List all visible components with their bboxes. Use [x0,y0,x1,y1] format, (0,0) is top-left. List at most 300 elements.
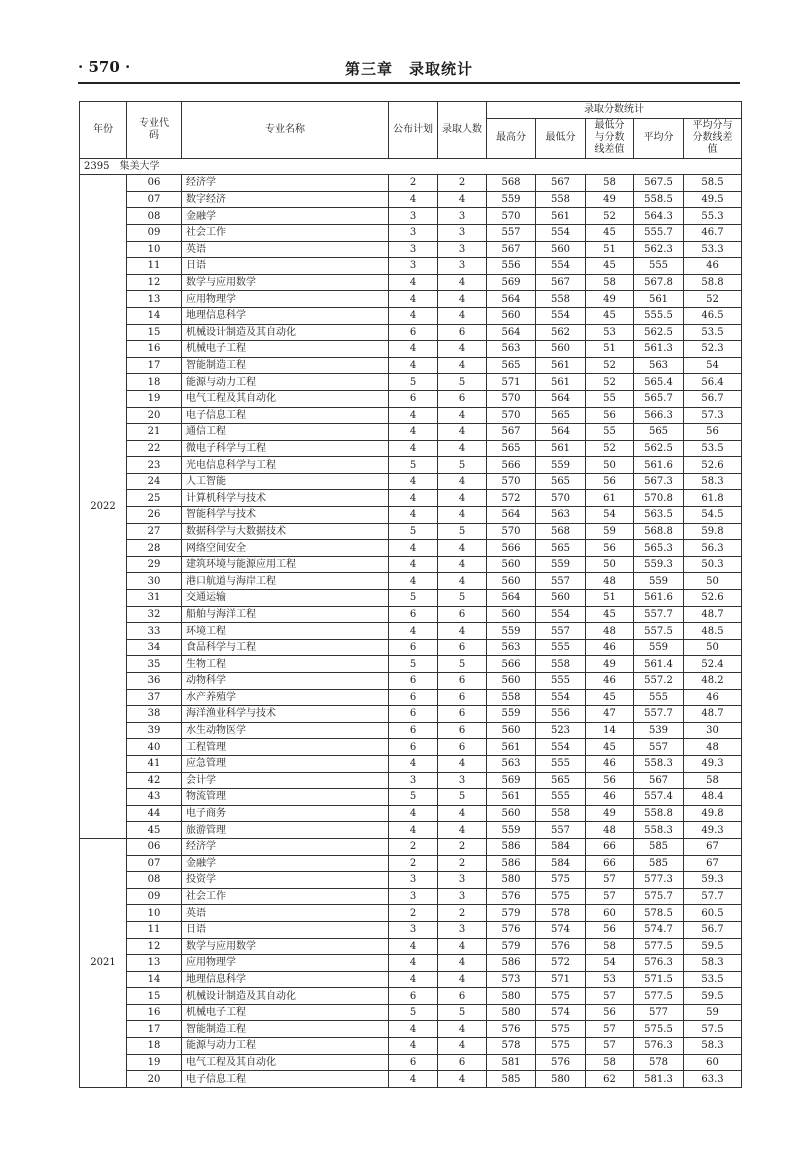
min-diff-cell: 45 [586,689,634,706]
avg-score-cell: 559.3 [634,556,684,573]
min-score-cell: 554 [536,689,586,706]
major-code-cell: 32 [127,606,182,623]
major-name-cell: 数字经济 [182,191,389,208]
avg-diff-cell: 58 [684,772,742,789]
table-row [80,656,742,673]
avg-diff-cell: 50.3 [684,556,742,573]
plan-cell: 5 [389,374,438,391]
major-name-cell: 电气工程及其自动化 [182,390,389,407]
admitted-cell: 4 [438,540,487,557]
min-diff-cell: 49 [586,191,634,208]
max-score-cell: 579 [487,905,536,922]
admitted-cell: 3 [438,258,487,275]
table-row [80,241,742,258]
table-row [80,1038,742,1055]
max-score-cell: 586 [487,838,536,855]
min-score-cell: 558 [536,805,586,822]
avg-diff-cell: 54.5 [684,507,742,524]
min-score-cell: 565 [536,407,586,424]
table-row [80,706,742,723]
major-name-cell: 电子信息工程 [182,1071,389,1088]
plan-cell: 5 [389,523,438,540]
major-name-cell: 英语 [182,905,389,922]
major-code-cell: 09 [127,224,182,241]
major-name-cell: 海洋渔业科学与技术 [182,706,389,723]
avg-diff-cell: 58.3 [684,473,742,490]
major-code-cell: 15 [127,988,182,1005]
major-code-cell: 28 [127,540,182,557]
min-score-cell: 523 [536,722,586,739]
min-diff-cell: 54 [586,507,634,524]
min-score-cell: 575 [536,888,586,905]
header-min-diff: 最低分与分数线差值 [586,118,634,158]
avg-score-cell: 565.3 [634,540,684,557]
min-score-cell: 580 [536,1071,586,1088]
max-score-cell: 564 [487,291,536,308]
year-cell: 2022 [80,175,127,839]
min-diff-cell: 55 [586,390,634,407]
major-code-cell: 44 [127,805,182,822]
min-score-cell: 560 [536,590,586,607]
avg-score-cell: 570.8 [634,490,684,507]
min-diff-cell: 46 [586,789,634,806]
avg-diff-cell: 48.7 [684,606,742,623]
major-code-cell: 30 [127,573,182,590]
plan-cell: 4 [389,573,438,590]
avg-diff-cell: 67 [684,855,742,872]
table-row [80,175,742,192]
admitted-cell: 5 [438,457,487,474]
plan-cell: 4 [389,556,438,573]
table-row [80,490,742,507]
plan-cell: 3 [389,921,438,938]
admitted-cell: 2 [438,838,487,855]
avg-diff-cell: 58.3 [684,1038,742,1055]
min-diff-cell: 66 [586,855,634,872]
min-diff-cell: 51 [586,590,634,607]
major-name-cell: 电气工程及其自动化 [182,1054,389,1071]
plan-cell: 6 [389,689,438,706]
avg-score-cell: 577.3 [634,872,684,889]
avg-score-cell: 577.5 [634,988,684,1005]
avg-diff-cell: 56 [684,424,742,441]
min-score-cell: 567 [536,274,586,291]
max-score-cell: 586 [487,855,536,872]
table-row [80,507,742,524]
admitted-cell: 6 [438,689,487,706]
admitted-cell: 4 [438,623,487,640]
avg-score-cell: 561.6 [634,590,684,607]
min-diff-cell: 58 [586,1054,634,1071]
admitted-cell: 5 [438,789,487,806]
major-name-cell: 人工智能 [182,473,389,490]
plan-cell: 6 [389,390,438,407]
plan-cell: 6 [389,706,438,723]
table-row [80,673,742,690]
avg-diff-cell: 50 [684,639,742,656]
plan-cell: 6 [389,739,438,756]
max-score-cell: 564 [487,507,536,524]
min-score-cell: 555 [536,639,586,656]
min-diff-cell: 53 [586,324,634,341]
major-name-cell: 旅游管理 [182,822,389,839]
admitted-cell: 4 [438,805,487,822]
major-code-cell: 06 [127,838,182,855]
admitted-cell: 5 [438,523,487,540]
table-row [80,955,742,972]
min-diff-cell: 47 [586,706,634,723]
major-code-cell: 11 [127,921,182,938]
table-row [80,457,742,474]
min-diff-cell: 57 [586,988,634,1005]
major-code-cell: 13 [127,291,182,308]
table-row [80,872,742,889]
min-score-cell: 564 [536,390,586,407]
major-code-cell: 25 [127,490,182,507]
min-score-cell: 554 [536,224,586,241]
min-diff-cell: 58 [586,175,634,192]
min-diff-cell: 49 [586,805,634,822]
major-name-cell: 数学与应用数学 [182,938,389,955]
major-name-cell: 动物科学 [182,673,389,690]
avg-diff-cell: 54 [684,357,742,374]
plan-cell: 6 [389,639,438,656]
admitted-cell: 6 [438,390,487,407]
plan-cell: 4 [389,490,438,507]
table-row [80,1071,742,1088]
plan-cell: 5 [389,789,438,806]
table-row [80,722,742,739]
avg-score-cell: 559 [634,639,684,656]
table-row [80,1021,742,1038]
plan-cell: 3 [389,888,438,905]
plan-cell: 2 [389,855,438,872]
max-score-cell: 560 [487,307,536,324]
avg-diff-cell: 57.3 [684,407,742,424]
avg-diff-cell: 48.5 [684,623,742,640]
admitted-cell: 4 [438,755,487,772]
max-score-cell: 570 [487,473,536,490]
avg-diff-cell: 48.7 [684,706,742,723]
min-diff-cell: 50 [586,457,634,474]
avg-diff-cell: 56.3 [684,540,742,557]
admitted-cell: 3 [438,888,487,905]
plan-cell: 3 [389,258,438,275]
admitted-cell: 3 [438,772,487,789]
table-row [80,789,742,806]
avg-score-cell: 567.5 [634,175,684,192]
major-name-cell: 应用物理学 [182,291,389,308]
avg-diff-cell: 48.2 [684,673,742,690]
major-name-cell: 社会工作 [182,888,389,905]
min-diff-cell: 45 [586,307,634,324]
max-score-cell: 569 [487,274,536,291]
admitted-cell: 4 [438,490,487,507]
min-diff-cell: 49 [586,291,634,308]
min-score-cell: 565 [536,772,586,789]
admitted-cell: 4 [438,191,487,208]
max-score-cell: 561 [487,789,536,806]
page-header [78,58,740,80]
major-code-cell: 26 [127,507,182,524]
avg-diff-cell: 49.5 [684,191,742,208]
min-diff-cell: 51 [586,241,634,258]
avg-score-cell: 557.7 [634,706,684,723]
avg-diff-cell: 46.7 [684,224,742,241]
min-score-cell: 562 [536,324,586,341]
plan-cell: 5 [389,457,438,474]
avg-score-cell: 557.4 [634,789,684,806]
major-code-cell: 23 [127,457,182,474]
major-name-cell: 建筑环境与能源应用工程 [182,556,389,573]
major-name-cell: 社会工作 [182,224,389,241]
table-body [80,158,742,1087]
major-name-cell: 生物工程 [182,656,389,673]
table-row [80,407,742,424]
admitted-cell: 6 [438,739,487,756]
min-diff-cell: 59 [586,523,634,540]
min-score-cell: 554 [536,307,586,324]
max-score-cell: 572 [487,490,536,507]
table-row [80,390,742,407]
max-score-cell: 570 [487,208,536,225]
min-score-cell: 557 [536,623,586,640]
major-code-cell: 39 [127,722,182,739]
avg-diff-cell: 59.3 [684,872,742,889]
major-code-cell: 43 [127,789,182,806]
avg-diff-cell: 56.4 [684,374,742,391]
major-name-cell: 机械电子工程 [182,1004,389,1021]
header-plan: 公布计划 [389,102,438,159]
table-row [80,988,742,1005]
major-name-cell: 机械设计制造及其自动化 [182,324,389,341]
table-row [80,208,742,225]
major-code-cell: 20 [127,1071,182,1088]
major-name-cell: 经济学 [182,838,389,855]
max-score-cell: 566 [487,540,536,557]
table-row [80,473,742,490]
max-score-cell: 559 [487,191,536,208]
avg-score-cell: 565 [634,424,684,441]
table-row [80,606,742,623]
avg-score-cell: 563 [634,357,684,374]
admitted-cell: 4 [438,357,487,374]
plan-cell: 4 [389,341,438,358]
min-diff-cell: 54 [586,955,634,972]
major-code-cell: 41 [127,755,182,772]
min-score-cell: 578 [536,905,586,922]
max-score-cell: 570 [487,390,536,407]
major-code-cell: 24 [127,473,182,490]
max-score-cell: 560 [487,673,536,690]
major-name-cell: 电子信息工程 [182,407,389,424]
min-score-cell: 563 [536,507,586,524]
max-score-cell: 556 [487,258,536,275]
min-diff-cell: 51 [586,341,634,358]
admitted-cell: 4 [438,473,487,490]
school-row: 2395 集美大学 [80,158,742,175]
major-code-cell: 42 [127,772,182,789]
min-diff-cell: 46 [586,673,634,690]
max-score-cell: 565 [487,357,536,374]
major-name-cell: 计算机科学与技术 [182,490,389,507]
min-diff-cell: 62 [586,1071,634,1088]
avg-score-cell: 578.5 [634,905,684,922]
plan-cell: 2 [389,905,438,922]
max-score-cell: 579 [487,938,536,955]
major-code-cell: 13 [127,955,182,972]
min-score-cell: 558 [536,291,586,308]
avg-score-cell: 558.3 [634,822,684,839]
major-name-cell: 经济学 [182,175,389,192]
min-diff-cell: 45 [586,606,634,623]
min-diff-cell: 57 [586,1038,634,1055]
major-code-cell: 08 [127,872,182,889]
plan-cell: 5 [389,1004,438,1021]
min-diff-cell: 53 [586,971,634,988]
admitted-cell: 5 [438,374,487,391]
plan-cell: 3 [389,208,438,225]
avg-diff-cell: 60.5 [684,905,742,922]
avg-score-cell: 557.7 [634,606,684,623]
min-score-cell: 561 [536,440,586,457]
major-name-cell: 应急管理 [182,755,389,772]
avg-diff-cell: 59 [684,1004,742,1021]
admitted-cell: 4 [438,938,487,955]
plan-cell: 3 [389,224,438,241]
admitted-cell: 3 [438,872,487,889]
admitted-cell: 6 [438,639,487,656]
avg-score-cell: 571.5 [634,971,684,988]
major-code-cell: 20 [127,407,182,424]
avg-score-cell: 561.4 [634,656,684,673]
major-name-cell: 港口航道与海岸工程 [182,573,389,590]
plan-cell: 6 [389,673,438,690]
major-code-cell: 19 [127,390,182,407]
admitted-cell: 6 [438,606,487,623]
plan-cell: 5 [389,590,438,607]
min-diff-cell: 48 [586,573,634,590]
min-score-cell: 584 [536,838,586,855]
max-score-cell: 568 [487,175,536,192]
table-row [80,1054,742,1071]
table-row [80,938,742,955]
min-score-cell: 575 [536,1038,586,1055]
avg-score-cell: 585 [634,855,684,872]
major-name-cell: 食品科学与工程 [182,639,389,656]
major-code-cell: 17 [127,357,182,374]
admitted-cell: 4 [438,573,487,590]
max-score-cell: 560 [487,805,536,822]
major-code-cell: 37 [127,689,182,706]
avg-diff-cell: 46 [684,689,742,706]
min-score-cell: 572 [536,955,586,972]
avg-diff-cell: 49.3 [684,755,742,772]
major-code-cell: 35 [127,656,182,673]
avg-score-cell: 565.7 [634,390,684,407]
admitted-cell: 2 [438,855,487,872]
table-row [80,258,742,275]
major-code-cell: 09 [127,888,182,905]
major-code-cell: 12 [127,274,182,291]
major-name-cell: 能源与动力工程 [182,1038,389,1055]
max-score-cell: 560 [487,722,536,739]
min-score-cell: 565 [536,540,586,557]
table-row [80,573,742,590]
major-code-cell: 15 [127,324,182,341]
min-diff-cell: 57 [586,888,634,905]
avg-score-cell: 557.5 [634,623,684,640]
admitted-cell: 6 [438,988,487,1005]
major-code-cell: 21 [127,424,182,441]
max-score-cell: 563 [487,639,536,656]
admitted-cell: 6 [438,722,487,739]
min-score-cell: 576 [536,938,586,955]
table-row [80,639,742,656]
avg-diff-cell: 59.5 [684,988,742,1005]
admitted-cell: 6 [438,1054,487,1071]
admitted-cell: 5 [438,656,487,673]
avg-diff-cell: 48.4 [684,789,742,806]
avg-diff-cell: 59.8 [684,523,742,540]
major-name-cell: 能源与动力工程 [182,374,389,391]
min-diff-cell: 46 [586,639,634,656]
table-row [80,341,742,358]
table-row [80,971,742,988]
major-name-cell: 数据科学与大数据技术 [182,523,389,540]
max-score-cell: 563 [487,755,536,772]
admitted-cell: 4 [438,1071,487,1088]
max-score-cell: 581 [487,1054,536,1071]
min-diff-cell: 45 [586,258,634,275]
avg-score-cell: 557.2 [634,673,684,690]
plan-cell: 6 [389,988,438,1005]
min-diff-cell: 52 [586,374,634,391]
major-name-cell: 会计学 [182,772,389,789]
plan-cell: 4 [389,755,438,772]
table-row [80,224,742,241]
max-score-cell: 566 [487,457,536,474]
avg-diff-cell: 52.6 [684,457,742,474]
major-name-cell: 日语 [182,921,389,938]
plan-cell: 4 [389,938,438,955]
plan-cell: 3 [389,241,438,258]
plan-cell: 4 [389,357,438,374]
min-score-cell: 584 [536,855,586,872]
min-diff-cell: 58 [586,938,634,955]
min-diff-cell: 48 [586,623,634,640]
admitted-cell: 4 [438,1038,487,1055]
max-score-cell: 564 [487,324,536,341]
major-name-cell: 机械设计制造及其自动化 [182,988,389,1005]
header-admitted: 录取人数 [438,102,487,159]
max-score-cell: 580 [487,1004,536,1021]
avg-diff-cell: 49.3 [684,822,742,839]
max-score-cell: 578 [487,1038,536,1055]
header-major-code: 专业代码 [127,102,182,159]
min-score-cell: 575 [536,1021,586,1038]
min-score-cell: 576 [536,1054,586,1071]
min-diff-cell: 56 [586,540,634,557]
major-code-cell: 29 [127,556,182,573]
avg-score-cell: 566.3 [634,407,684,424]
major-code-cell: 34 [127,639,182,656]
min-score-cell: 555 [536,789,586,806]
admitted-cell: 4 [438,1021,487,1038]
avg-diff-cell: 52.6 [684,590,742,607]
avg-diff-cell: 56.7 [684,390,742,407]
avg-diff-cell: 56.7 [684,921,742,938]
